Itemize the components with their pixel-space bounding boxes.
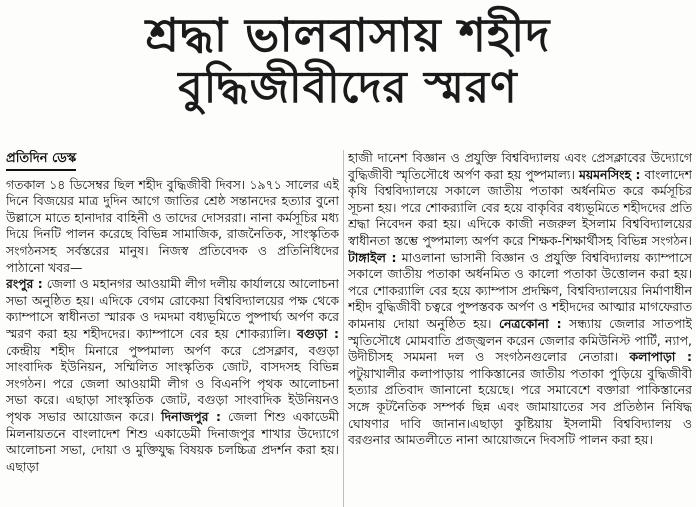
tangail-text: মাওলানা ভাসানী বিজ্ঞান ও প্রযুক্তি বিশ্ববিদ্যালয় ক্যাম্পাসে সকালে জাতীয় পতাকা অর্ধনমিত ও কালো পতাকা উত্তোলন করা হয়। পরে শোকর‍্যালি বের হয়ে ক্যাম্পাস প্রদক্ষিণ, বিশ্ববিদ্যালয়ের নির্মাণাধীন শহীদ বুদ্ধিজীবী চত্বরে পুষ্পস্তবক অর্পণ ও শহীদদের আত্মার মাগফেরাত কামনায় দোয়া অনুষ্ঠিত হয়। — [348, 249, 692, 331]
dinajpur-text: জেলা শিশু একাডেমী মিলনায়তনে বাংলাদেশ শিশু একাডেমী দিনাজপুর শাখার উদ্যোগে আলোচনা সভা, দোয়া ও মুক্তিযুদ্ধ বিষয়ক চলচ্চিত্র প্রদর্শন করা হয়। এছাড়া — [6, 408, 339, 474]
mymensingh-label: ময়মনসিংহ : — [578, 166, 641, 182]
kalapara-label: কলাপাড়া : — [629, 349, 692, 365]
article-column-right — [348, 150, 692, 507]
kalapara-text: পটুয়াখালীর কলাপাড়ায় পাকিস্তানের জাতীয় পতাকা পুড়িয়ে বুদ্ধিজীবী হত্যার প্রতিবাদ জানানো হয়েছে। পরে সমাবেশে বক্তারা পাকিস্তানের সঙ্গে কূটনৈতিক সম্পর্ক ছিন্ন এবং জামায়াতের সব প্রতিষ্ঠান নিষিদ্ধ ঘোষণার দাবি জানান।এছাড়া কুষ্টিয়ায় ইসলামী বিশ্ববিদ্যালয় ও বরগুনার আমতলীতে নানা আয়োজনে দিবসটি পালন করা হয়। — [348, 365, 692, 448]
rangpur-label: রংপুর : — [6, 276, 43, 292]
headline-line-2: বুদ্ধিজীবীদের স্মরণ — [178, 62, 518, 114]
headline-line-1: শ্রদ্ধা ভালবাসায় শহীদ — [145, 8, 551, 62]
tangail-label: টাঙ্গাইল : — [348, 249, 397, 265]
bogura-label: বগুড়া : — [297, 325, 339, 341]
rangpur-text: জেলা ও মহানগর আওয়ামী লীগ দলীয় কার্যালয়ে আলোচনা সভা অনুষ্ঠিত হয়। এদিকে বেগম রোকেয়া বিশ্ববিদ্যালয়ের পক্ষ থেকে ক্যাম্পাসে স্বাধীনতা স্মারক ও দমদমা বধ্যভূমিতে পুষ্পার্ঘ্য অর্পণ করে স্মরণ করা হয় শহীদদের। ক্যাম্পাসে বের হয় শোকর‍্যালি। — [6, 276, 339, 341]
bogura-text: কেন্দ্রীয় শহীদ মিনারে পুষ্পমাল্য অর্পণ করে প্রেসক্লাব, বগুড়া সাংবাদিক ইউনিয়ন, সম্মিলিত সাংস্কৃতিক জোট, বাসদসহ বিভিন্ন সংগঠন। পরে জেলা আওয়ামী লীগ ও বিএনপি পৃথক আলোচনা সভা করে। এছাড়া সাংস্কৃতিক জোট, বগুড়া সাংবাদিক ইউনিয়নও পৃথক সভার আয়োজন করে। — [6, 342, 339, 424]
regional-reports-right — [348, 150, 692, 449]
dinajpur-continued-text: হাজী দানেশ বিজ্ঞান ও প্রযুক্তি বিশ্ববিদ্যালয় এবং প্রেসক্লাবের উদ্যোগে বুদ্ধিজীবী স্মৃতিসৌধে অর্পণ করা হয় পুষ্পমাল্য। — [348, 150, 692, 182]
mymensingh-text: বাংলাদেশ কৃষি বিশ্ববিদ্যালয়ে সকালে জাতীয় পতাকা অর্ধনমিত করে কর্মসূচির সূচনা হয়। পরে শোকর‍্যালি বের হয়ে বাকৃবির বধ্যভূমিতে শহীদদের প্রতি শ্রদ্ধা নিবেদন করা হয়। এদিকে কাজী নজরুল ইসলাম বিশ্ববিদ্যালয়ের স্বাধীনতা স্তম্ভে পুষ্পমাল্য অর্পণ করে শিক্ষক-শিক্ষার্থীসহ বিভিন্ন সংগঠন। — [348, 166, 692, 248]
article-column-left — [6, 150, 339, 507]
netrokona-label: নেত্রকোনা : — [498, 315, 562, 331]
byline: প্রতিদিন ডেস্ক — [6, 151, 76, 171]
intro-paragraph: গতকাল ১৪ ডিসেম্বর ছিল শহীদ বুদ্ধিজীবী দিবস। ১৯৭১ সালের এই দিনে বিজয়ের মাত্র দুদিন আগে জাতির শ্রেষ্ঠ সন্তানদের হত্যার বুনো উল্লাসে মাতে হানাদার বাহিনী ও তাদের দোসররা। নানা কর্মসূচির মধ্য দিয়ে দিনটি পালন করেছে বিভিন্ন সামাজিক, রাজনৈতিক, সাংস্কৃতিক সংগঠনসহ সর্বস্তরের মানুষ। নিজস্ব প্রতিবেদক ও প্রতিনিধিদের পাঠানো খবর— — [6, 176, 339, 275]
column-divider — [343, 150, 344, 507]
dinajpur-label: দিনাজপুর : — [161, 408, 221, 424]
regional-reports-left — [6, 276, 339, 475]
headline — [0, 8, 696, 114]
netrokona-text: সন্ধ্যায় জেলার সাতপাই স্মৃতিসৌধে মোমবাতি প্রজ্জ্বলন করেন জেলার কমিউনিস্ট পার্টি, ন্যাপ, উদীচীসহ সমমনা দল ও সংগঠনগুলোর নেতারা। — [348, 315, 692, 365]
